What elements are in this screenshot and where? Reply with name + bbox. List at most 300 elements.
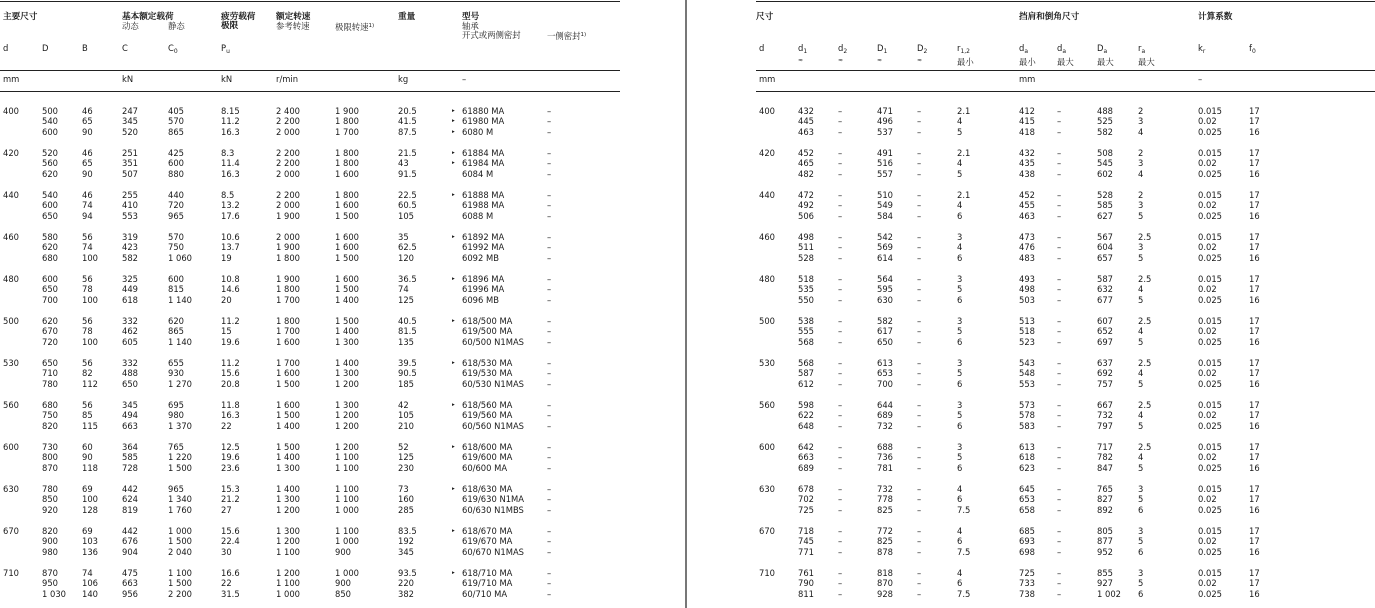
cell-c: 423: [122, 242, 138, 253]
cell-kg: 36.5: [398, 274, 417, 284]
table-row: [0, 169, 620, 179]
right-page-table: [756, 0, 1375, 608]
cell-d1: 612: [798, 378, 814, 389]
cell-c: 585: [122, 452, 138, 463]
cell-kg: 39.5: [398, 358, 417, 368]
cell-ra: 2: [1138, 148, 1144, 158]
cell-d: 780: [42, 378, 58, 389]
cell-d1: 516: [877, 158, 893, 169]
cell-des: 61896 MA: [462, 274, 505, 284]
cell-d1: 542: [877, 232, 893, 242]
symbol-ra-max: $r_a$ 最大: [1138, 43, 1155, 67]
cell-ref: 1 500: [276, 442, 300, 452]
cell-damin: 543: [1019, 358, 1035, 368]
cell-one: –: [547, 252, 552, 263]
cell-one: –: [547, 526, 552, 536]
cell-lim: 1 200: [335, 378, 359, 389]
cell-d1: 472: [798, 190, 814, 200]
unit-kN: kN: [122, 74, 134, 84]
cell-kr: 0.02: [1198, 116, 1217, 127]
cell-d2: –: [917, 588, 922, 599]
cell-d2: –: [838, 106, 843, 116]
table-row: [0, 295, 620, 305]
cell-damax: –: [1057, 200, 1062, 211]
cell-lim: 1 000: [335, 504, 359, 515]
cell-c0: 1 760: [168, 504, 192, 515]
cell-da: 627: [1097, 210, 1113, 221]
table-row: [756, 368, 1375, 378]
cell-lim: 1 600: [335, 274, 359, 284]
cell-kr: 0.015: [1198, 232, 1222, 242]
bore-diameter: 460: [3, 232, 19, 242]
cell-d2: –: [838, 568, 843, 578]
cell-damax: –: [1057, 494, 1062, 505]
cell-d1: 811: [798, 588, 814, 599]
symbol-kr: $k_r$: [1198, 43, 1206, 55]
cell-da: 892: [1097, 504, 1113, 515]
cell-pu: 13.2: [221, 200, 240, 211]
cell-des: 619/630 N1MA: [462, 494, 525, 505]
cell-ra: 4: [1138, 368, 1144, 379]
cell-damax: –: [1057, 462, 1062, 473]
cell-d2: –: [838, 252, 843, 263]
cell-ra: 2.5: [1138, 232, 1152, 242]
cell-d: 980: [42, 546, 58, 557]
cell-da: 602: [1097, 168, 1113, 179]
cell-da: 528: [1097, 190, 1113, 200]
cell-c0: 2 040: [168, 546, 192, 557]
cell-ref: 2 200: [276, 158, 300, 169]
cell-d: 540: [42, 116, 58, 127]
cell-da: 508: [1097, 148, 1113, 158]
cell-d2: –: [838, 316, 843, 326]
cell-d2: –: [838, 410, 843, 421]
cell-d: 620: [42, 316, 58, 326]
cell-da: 488: [1097, 106, 1113, 116]
popular-item-marker-icon: ▸: [452, 318, 455, 324]
cell-d2: –: [838, 378, 843, 389]
cell-damin: 463: [1019, 210, 1035, 221]
bore-diameter: 480: [3, 274, 19, 284]
cell-des: 618/630 MA: [462, 484, 513, 494]
cell-ra: 5: [1138, 294, 1144, 305]
cell-pu: 8.15: [221, 106, 240, 116]
cell-lim: 1 600: [335, 242, 359, 253]
cell-des: 60/600 MA: [462, 462, 508, 473]
cell-c0: 695: [168, 400, 184, 410]
table-row: [0, 410, 620, 420]
cell-ra: 3: [1138, 568, 1144, 578]
table-row: [756, 526, 1375, 536]
cell-d1: 617: [877, 326, 893, 337]
cell-one: –: [547, 578, 552, 589]
cell-d2: –: [917, 442, 922, 452]
cell-damin: 523: [1019, 336, 1035, 347]
cell-damax: –: [1057, 210, 1062, 221]
cell-b: 46: [82, 106, 93, 116]
cell-ra: 4: [1138, 326, 1144, 337]
cell-des: 61888 MA: [462, 190, 505, 200]
cell-r12: 2.1: [957, 148, 971, 158]
cell-ra: 2: [1138, 190, 1144, 200]
popular-item-marker-icon: ▸: [452, 486, 455, 492]
cell-damin: 613: [1019, 442, 1035, 452]
cell-da: 657: [1097, 252, 1113, 263]
popular-item-marker-icon: ▸: [452, 444, 455, 450]
cell-lim: 1 100: [335, 462, 359, 473]
cell-d2: –: [838, 190, 843, 200]
cell-d1: 870: [877, 578, 893, 589]
table-row: [0, 368, 620, 378]
cell-f0: 17: [1249, 484, 1260, 494]
cell-d2: –: [838, 126, 843, 137]
cell-r12: 4: [957, 526, 963, 536]
cell-des: 6088 M: [462, 210, 494, 221]
cell-b: 100: [82, 494, 98, 505]
cell-d1: 491: [877, 148, 893, 158]
bore-group: [0, 190, 620, 222]
cell-d: 540: [42, 190, 58, 200]
cell-f0: 17: [1249, 526, 1260, 536]
bore-group: [756, 274, 1375, 306]
cell-d1: 518: [798, 274, 814, 284]
cell-ra: 3: [1138, 526, 1144, 536]
cell-kg: 91.5: [398, 168, 417, 179]
cell-f0: 17: [1249, 148, 1260, 158]
cell-lim: 1 500: [335, 316, 359, 326]
cell-lim: 1 100: [335, 494, 359, 505]
cell-kr: 0.02: [1198, 200, 1217, 211]
cell-d2: –: [838, 336, 843, 347]
cell-f0: 17: [1249, 452, 1260, 463]
cell-d: 820: [42, 526, 58, 536]
cell-c0: 1 340: [168, 494, 192, 505]
cell-f0: 17: [1249, 568, 1260, 578]
cell-pu: 16.3: [221, 168, 240, 179]
cell-r12: 2.1: [957, 190, 971, 200]
cell-one: –: [547, 148, 552, 158]
cell-d1: 568: [798, 358, 814, 368]
cell-des: 61996 MA: [462, 284, 505, 295]
table-row: [0, 568, 620, 578]
cell-des: 61884 MA: [462, 148, 505, 158]
cell-d2: –: [917, 274, 922, 284]
table-row: [0, 190, 620, 200]
cell-f0: 17: [1249, 232, 1260, 242]
cell-d2: –: [917, 578, 922, 589]
cell-kr: 0.015: [1198, 442, 1222, 452]
cell-lim: 900: [335, 546, 351, 557]
cell-d1: 689: [798, 462, 814, 473]
cell-kg: 62.5: [398, 242, 417, 253]
cell-d2: –: [917, 284, 922, 295]
cell-kr: 0.025: [1198, 420, 1222, 431]
cell-c: 605: [122, 336, 138, 347]
cell-one: –: [547, 400, 552, 410]
cell-d1: 648: [798, 420, 814, 431]
cell-f0: 16: [1249, 420, 1260, 431]
cell-lim: 1 800: [335, 190, 359, 200]
cell-r12: 4: [957, 568, 963, 578]
unit-mm-abutment: mm: [1019, 74, 1036, 84]
unit-dash: –: [1198, 74, 1203, 84]
cell-r12: 5: [957, 284, 963, 295]
cell-damax: –: [1057, 274, 1062, 284]
cell-d1: 595: [877, 284, 893, 295]
cell-da: 632: [1097, 284, 1113, 295]
cell-des: 61980 MA: [462, 116, 505, 127]
table-row: [756, 463, 1375, 473]
cell-damin: 653: [1019, 494, 1035, 505]
cell-lim: 1 200: [335, 420, 359, 431]
cell-one: –: [547, 210, 552, 221]
cell-lim: 1 200: [335, 442, 359, 452]
header-mass: 重量: [398, 12, 416, 22]
cell-ra: 3: [1138, 484, 1144, 494]
cell-f0: 16: [1249, 588, 1260, 599]
cell-d2: –: [838, 284, 843, 295]
cell-lim: 1 300: [335, 400, 359, 410]
cell-kg: 125: [398, 452, 414, 463]
cell-f0: 16: [1249, 546, 1260, 557]
cell-ra: 3: [1138, 158, 1144, 169]
symbol-d1: $d_1$ ≈: [798, 43, 808, 64]
cell-ref: 1 900: [276, 210, 300, 221]
symbol-B: B: [82, 43, 88, 53]
cell-des: 618/710 MA: [462, 568, 513, 578]
cell-ref: 1 700: [276, 326, 300, 337]
cell-b: 56: [82, 274, 93, 284]
cell-da: 765: [1097, 484, 1113, 494]
table-row: [0, 200, 620, 210]
cell-r12: 4: [957, 242, 963, 253]
cell-b: 78: [82, 284, 93, 295]
cell-lim: 1 400: [335, 294, 359, 305]
cell-d2: –: [917, 568, 922, 578]
cell-ref: 2 000: [276, 168, 300, 179]
bore-group: [756, 148, 1375, 180]
cell-d1: 568: [798, 336, 814, 347]
cell-d: 680: [42, 252, 58, 263]
cell-damin: 733: [1019, 578, 1035, 589]
cell-d1: 537: [877, 126, 893, 137]
cell-f0: 16: [1249, 378, 1260, 389]
cell-ra: 4: [1138, 410, 1144, 421]
cell-da: 952: [1097, 546, 1113, 557]
bore-group: [0, 484, 620, 516]
cell-da: 607: [1097, 316, 1113, 326]
cell-one: –: [547, 368, 552, 379]
bore-diameter: 670: [759, 526, 775, 536]
cell-kr: 0.015: [1198, 148, 1222, 158]
cell-one: –: [547, 588, 552, 599]
cell-kg: 105: [398, 210, 414, 221]
cell-b: 82: [82, 368, 93, 379]
cell-c: 475: [122, 568, 138, 578]
cell-ref: 1 600: [276, 368, 300, 379]
popular-item-marker-icon: ▸: [452, 192, 455, 198]
cell-damin: 623: [1019, 462, 1035, 473]
cell-d1: 538: [798, 316, 814, 326]
cell-c: 582: [122, 252, 138, 263]
cell-c: 553: [122, 210, 138, 221]
cell-damin: 698: [1019, 546, 1035, 557]
top-rule: [0, 1, 620, 2]
cell-d: 650: [42, 284, 58, 295]
cell-d: 870: [42, 568, 58, 578]
cell-da: 827: [1097, 494, 1113, 505]
table-row: [0, 211, 620, 221]
cell-kr: 0.02: [1198, 494, 1217, 505]
table-row: [0, 442, 620, 452]
cell-da: 667: [1097, 400, 1113, 410]
cell-r12: 6: [957, 578, 963, 589]
cell-damin: 658: [1019, 504, 1035, 515]
cell-b: 65: [82, 116, 93, 127]
cell-one: –: [547, 200, 552, 211]
cell-da: 604: [1097, 242, 1113, 253]
cell-d2: –: [917, 326, 922, 337]
cell-damax: –: [1057, 442, 1062, 452]
cell-d1: 732: [877, 420, 893, 431]
cell-ra: 3: [1138, 116, 1144, 127]
cell-b: 118: [82, 462, 98, 473]
cell-d1: 445: [798, 116, 814, 127]
table-row: [756, 589, 1375, 599]
cell-b: 140: [82, 588, 98, 599]
units-bottom-rule: [756, 91, 1375, 92]
cell-d: 1 030: [42, 588, 66, 599]
cell-kr: 0.025: [1198, 588, 1222, 599]
cell-d2: –: [917, 190, 922, 200]
cell-pu: 8.5: [221, 190, 235, 200]
popular-item-marker-icon: ▸: [452, 128, 455, 135]
cell-c: 819: [122, 504, 138, 515]
cell-f0: 16: [1249, 462, 1260, 473]
cell-d2: –: [838, 484, 843, 494]
cell-b: 46: [82, 148, 93, 158]
cell-ra: 5: [1138, 252, 1144, 263]
bore-group: [0, 274, 620, 306]
cell-d2: –: [838, 504, 843, 515]
units-top-rule: [756, 70, 1375, 71]
cell-ref: 1 400: [276, 484, 300, 494]
bore-group: [0, 106, 620, 138]
cell-d1: 745: [798, 536, 814, 547]
cell-d2: –: [917, 358, 922, 368]
cell-pu: 16.3: [221, 410, 240, 421]
cell-ref: 2 200: [276, 116, 300, 127]
cell-kg: 120: [398, 252, 414, 263]
cell-kg: 87.5: [398, 126, 417, 137]
cell-d: 620: [42, 242, 58, 253]
cell-des: 6080 M: [462, 126, 494, 137]
cell-b: 100: [82, 336, 98, 347]
cell-d2: –: [838, 168, 843, 179]
table-row: [0, 316, 620, 326]
cell-kr: 0.025: [1198, 336, 1222, 347]
cell-f0: 17: [1249, 116, 1260, 127]
bore-group: [756, 232, 1375, 264]
table-row: [756, 410, 1375, 420]
cell-d2: –: [917, 400, 922, 410]
cell-damax: –: [1057, 148, 1062, 158]
bore-diameter: 630: [759, 484, 775, 494]
cell-lim: 1 400: [335, 358, 359, 368]
cell-lim: 1 300: [335, 368, 359, 379]
cell-damin: 693: [1019, 536, 1035, 547]
table-row: [0, 505, 620, 515]
cell-kr: 0.025: [1198, 546, 1222, 557]
cell-ra: 2.5: [1138, 358, 1152, 368]
cell-lim: 1 800: [335, 148, 359, 158]
table-row: [756, 442, 1375, 452]
cell-des: 61984 MA: [462, 158, 505, 169]
cell-kr: 0.02: [1198, 452, 1217, 463]
table-row: [0, 547, 620, 557]
cell-one: –: [547, 274, 552, 284]
table-row: [0, 526, 620, 536]
cell-c: 520: [122, 126, 138, 137]
cell-lim: 1 500: [335, 252, 359, 263]
table-row: [0, 242, 620, 252]
cell-b: 65: [82, 158, 93, 169]
table-row: [0, 494, 620, 504]
cell-f0: 17: [1249, 242, 1260, 253]
cell-one: –: [547, 504, 552, 515]
cell-d2: –: [917, 200, 922, 211]
cell-b: 56: [82, 232, 93, 242]
cell-damax: –: [1057, 232, 1062, 242]
cell-kg: 192: [398, 536, 414, 547]
cell-damin: 583: [1019, 420, 1035, 431]
cell-c0: 1 270: [168, 378, 192, 389]
cell-ref: 1 300: [276, 462, 300, 473]
cell-d2: –: [917, 410, 922, 421]
cell-c: 332: [122, 358, 138, 368]
cell-da: 697: [1097, 336, 1113, 347]
cell-d: 720: [42, 336, 58, 347]
table-row: [756, 316, 1375, 326]
cell-damin: 503: [1019, 294, 1035, 305]
popular-item-marker-icon: ▸: [452, 108, 455, 114]
cell-d1: 825: [877, 536, 893, 547]
cell-ref: 1 200: [276, 536, 300, 547]
cell-d1: 463: [798, 126, 814, 137]
cell-c: 255: [122, 190, 138, 200]
cell-f0: 16: [1249, 336, 1260, 347]
header-fatigue-limit: 极限: [221, 21, 239, 31]
cell-kr: 0.015: [1198, 400, 1222, 410]
bore-group: [0, 442, 620, 474]
cell-c0: 720: [168, 200, 184, 211]
cell-lim: 1 600: [335, 232, 359, 242]
cell-f0: 17: [1249, 200, 1260, 211]
cell-ref: 1 900: [276, 274, 300, 284]
table-row: [756, 116, 1375, 126]
cell-des: 61988 MA: [462, 200, 505, 211]
cell-one: –: [547, 452, 552, 463]
cell-damin: 483: [1019, 252, 1035, 263]
cell-kr: 0.025: [1198, 210, 1222, 221]
cell-r12: 6: [957, 494, 963, 505]
popular-item-marker-icon: ▸: [452, 276, 455, 282]
cell-des: 619/560 MA: [462, 410, 513, 421]
cell-da: 855: [1097, 568, 1113, 578]
cell-b: 85: [82, 410, 93, 421]
cell-d2: –: [838, 462, 843, 473]
bore-diameter: 440: [759, 190, 775, 200]
